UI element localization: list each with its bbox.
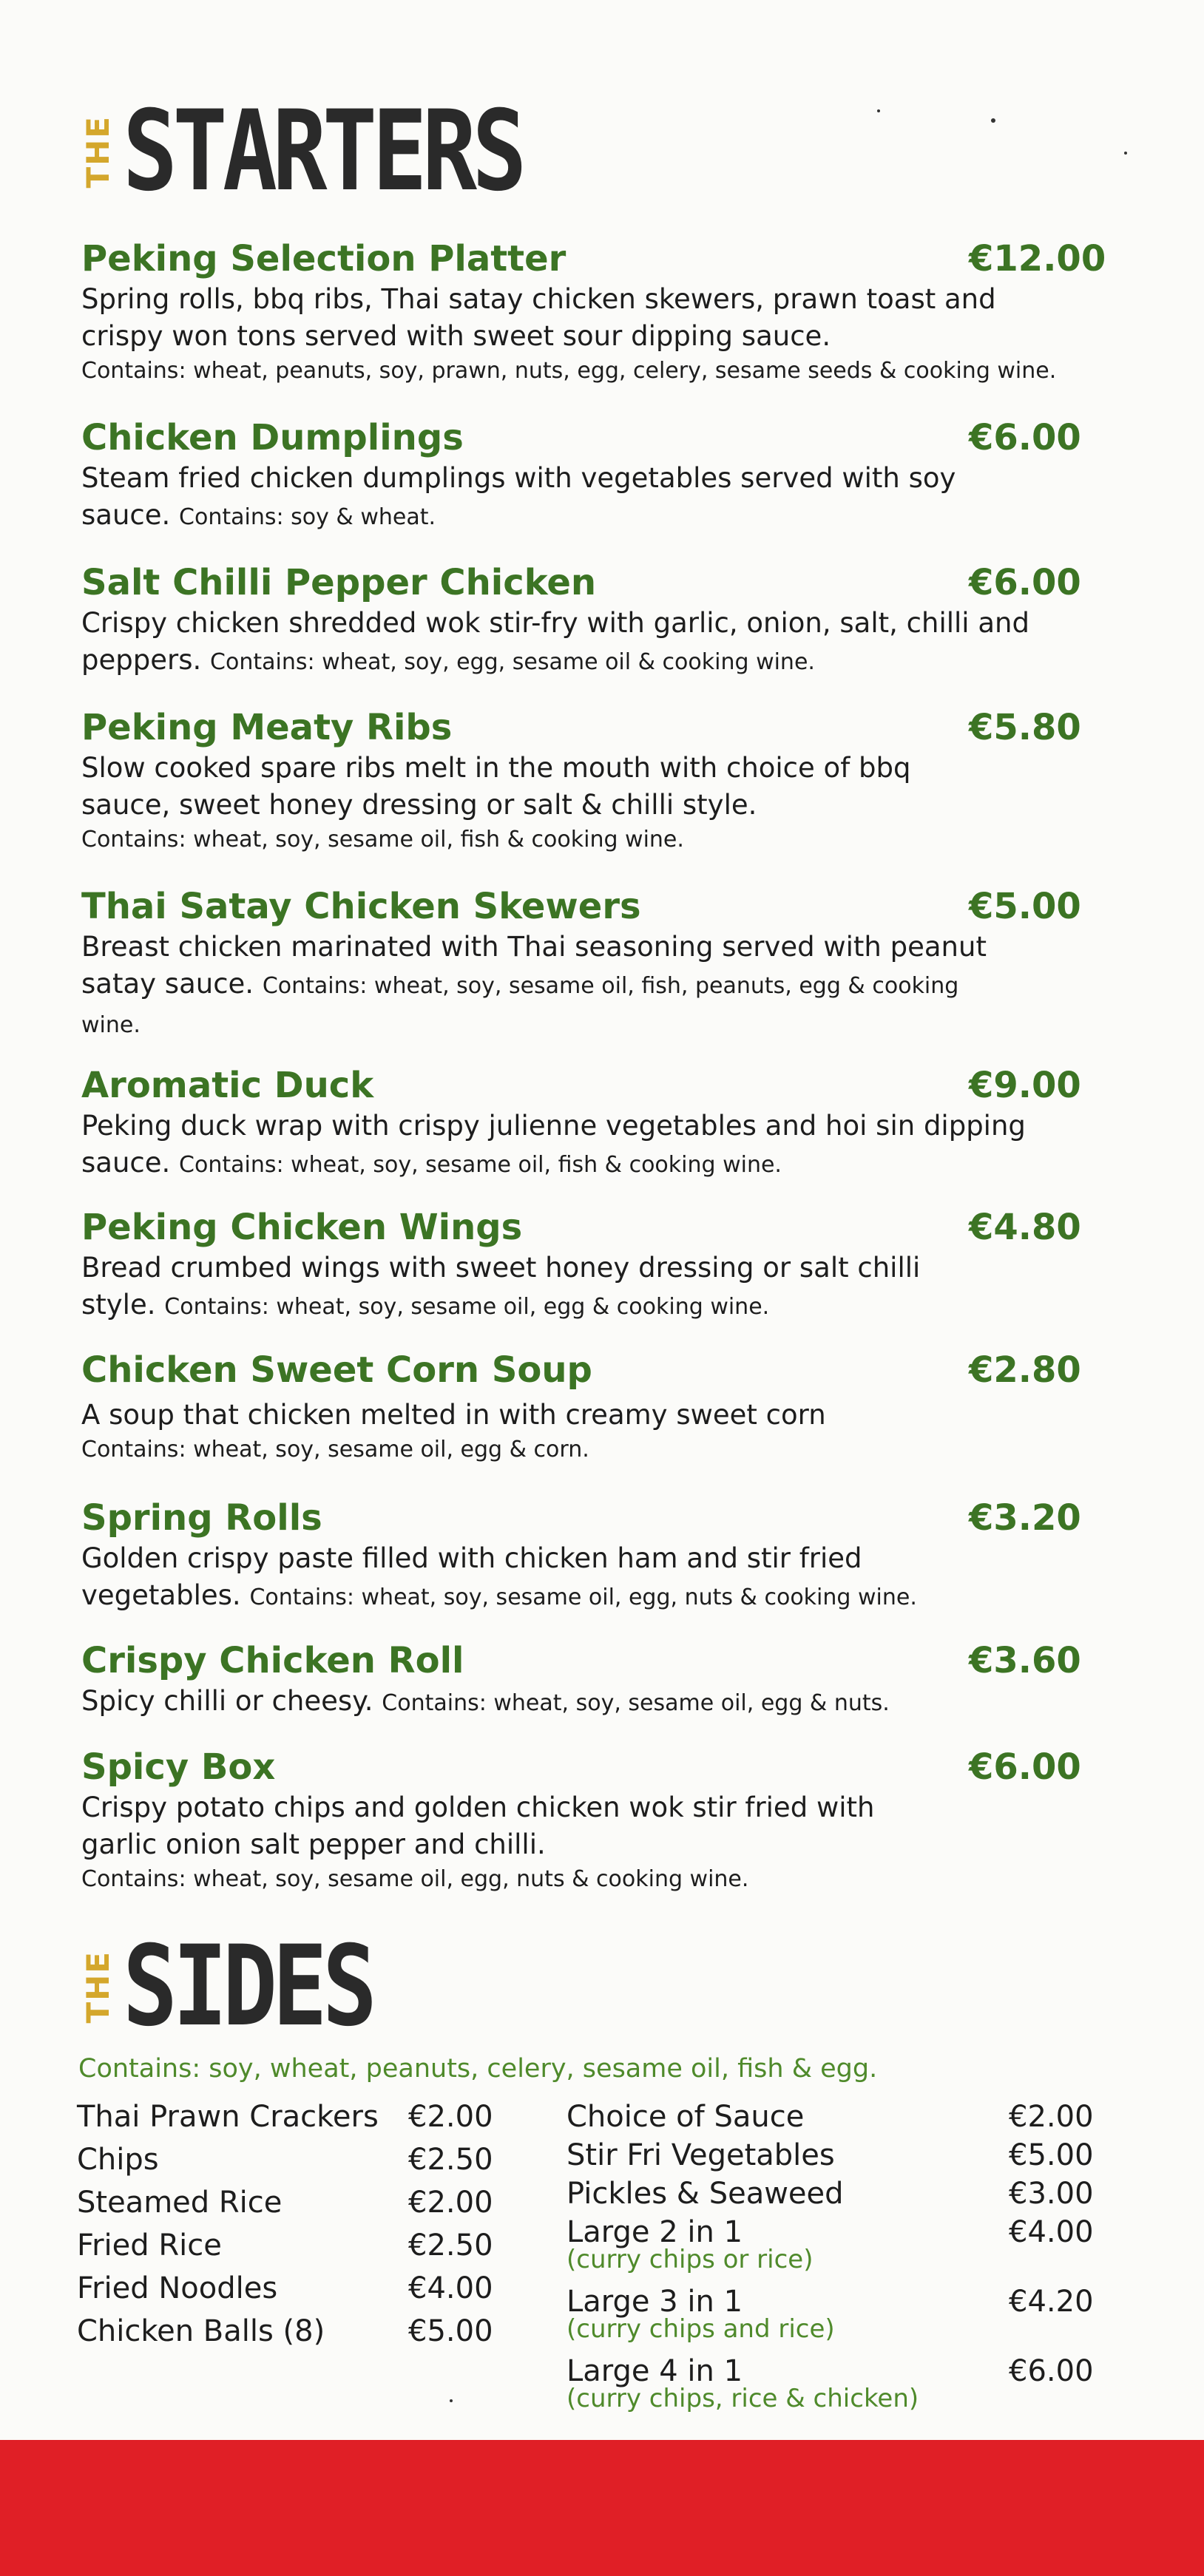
item-price: €3.60 — [969, 1640, 1081, 1681]
starters-the-label: THE — [80, 115, 116, 189]
side-item — [77, 2181, 506, 2224]
side-item-price: €2.50 — [408, 2228, 493, 2263]
item-allergens: Contains: wheat, soy, sesame oil, fish, peanuts, egg & cooking wine. — [81, 973, 959, 1038]
side-item-price: €2.00 — [1009, 2100, 1094, 2134]
side-item-name: Stir Fri Vegetables — [567, 2138, 835, 2172]
item-name: Spicy Box — [81, 1746, 276, 1788]
side-item-name: Large 4 in 1 — [567, 2354, 743, 2388]
starter-item — [81, 884, 1132, 1044]
item-name: Thai Satay Chicken Skewers — [81, 886, 641, 927]
side-item — [77, 2310, 506, 2353]
item-price: €5.00 — [969, 886, 1081, 927]
item-price: €12.00 — [969, 238, 1106, 279]
side-item-price: €4.20 — [1009, 2285, 1094, 2319]
side-item-name: Fried Rice — [77, 2228, 222, 2263]
side-item — [77, 2138, 506, 2181]
item-description: Crispy potato chips and golden chicken wok stir fried with garlic onion salt pepper and chilli. — [81, 1792, 875, 1860]
side-item-name: Large 2 in 1 — [567, 2215, 743, 2249]
item-name: Spring Rolls — [81, 1497, 322, 1539]
item-allergens: Contains: wheat, peanuts, soy, prawn, nuts, egg, celery, sesame seeds & cooking wine. — [81, 358, 1057, 384]
item-allergens: Contains: wheat, soy, sesame oil, egg & cooking wine. — [164, 1294, 770, 1320]
speck-mark — [1124, 152, 1127, 155]
side-item-name: Pickles & Seaweed — [567, 2177, 844, 2211]
item-allergens: Contains: wheat, soy, egg, sesame oil & cooking wine. — [210, 649, 815, 675]
starter-item — [81, 1205, 1132, 1326]
side-item-price: €3.00 — [1009, 2177, 1094, 2211]
side-item-price: €4.00 — [1009, 2215, 1094, 2249]
item-description: Spring rolls, bbq ribs, Thai satay chicken skewers, prawn toast and crispy won tons served with sweet sour dipping sauce. — [81, 283, 996, 352]
item-name: Peking Chicken Wings — [81, 1207, 523, 1248]
side-item-price: €6.00 — [1009, 2354, 1094, 2388]
side-item-name: Choice of Sauce — [567, 2100, 805, 2134]
item-allergens: Contains: wheat, soy, sesame oil, egg & nuts. — [382, 1690, 890, 1716]
item-name: Crispy Chicken Roll — [81, 1640, 464, 1681]
item-price: €6.00 — [969, 1746, 1081, 1788]
side-item — [567, 2350, 1129, 2419]
footer-red-band — [0, 2440, 1204, 2576]
side-item-note: (curry chips, rice & chicken) — [567, 2384, 919, 2413]
side-item-name: Fried Noodles — [77, 2271, 278, 2305]
side-item-name: Chips — [77, 2143, 159, 2177]
sides-heading — [80, 1922, 427, 2051]
item-price: €2.80 — [969, 1349, 1081, 1391]
item-price: €6.00 — [969, 562, 1081, 603]
speck-mark — [877, 109, 880, 112]
item-name: Peking Selection Platter — [81, 238, 567, 279]
side-item-price: €5.00 — [408, 2314, 493, 2348]
starters-heading — [80, 87, 609, 216]
item-description: A soup that chicken melted in with creamy sweet corn — [81, 1399, 826, 1431]
item-description — [81, 460, 1006, 536]
side-item — [567, 2172, 1129, 2211]
speck-mark — [450, 2399, 453, 2402]
starter-item — [81, 1063, 1132, 1184]
starter-item — [81, 1745, 1132, 1896]
item-name: Chicken Sweet Corn Soup — [81, 1349, 592, 1391]
item-description — [81, 1250, 969, 1326]
item-description-text: Crispy chicken shredded wok stir-fry with garlic, onion, salt, chilli and peppers. — [81, 607, 1029, 676]
item-description-text: Golden crispy paste filled with chicken ham and stir fried vegetables. — [81, 1542, 862, 1611]
side-item — [567, 2280, 1129, 2350]
side-item — [77, 2224, 506, 2267]
starter-item — [81, 416, 1132, 536]
item-price: €6.00 — [969, 417, 1081, 458]
item-description — [81, 929, 998, 1044]
side-item-price: €2.00 — [408, 2186, 493, 2220]
item-description — [81, 605, 1072, 681]
side-item-name: Chicken Balls (8) — [77, 2314, 325, 2348]
item-description-text: Steam fried chicken dumplings with vegetables served with soy sauce. — [81, 462, 956, 531]
item-name: Aromatic Duck — [81, 1065, 374, 1106]
item-description — [81, 1683, 1087, 1722]
item-name: Chicken Dumplings — [81, 417, 464, 458]
side-item-name: Steamed Rice — [77, 2186, 283, 2220]
side-item — [567, 2134, 1129, 2172]
item-name: Salt Chilli Pepper Chicken — [81, 562, 597, 603]
item-allergens: Contains: wheat, soy, sesame oil, egg & corn. — [81, 1437, 589, 1462]
starter-item — [81, 1348, 1132, 1466]
item-price: €4.80 — [969, 1207, 1081, 1248]
side-item-price: €2.00 — [408, 2100, 493, 2134]
side-item-price: €5.00 — [1009, 2138, 1094, 2172]
item-allergens: Contains: wheat, soy, sesame oil, egg, nuts & cooking wine. — [81, 1866, 749, 1892]
starters-title: STARTERS — [123, 87, 522, 216]
item-name: Peking Meaty Ribs — [81, 707, 453, 748]
side-item-note: (curry chips or rice) — [567, 2245, 814, 2274]
sides-title: SIDES — [123, 1922, 373, 2051]
item-description — [81, 1108, 1043, 1184]
item-description-text: Bread crumbed wings with sweet honey dressing or salt chilli style. — [81, 1252, 921, 1321]
item-allergens: Contains: wheat, soy, sesame oil, egg, nuts & cooking wine. — [249, 1584, 917, 1610]
starter-item — [81, 237, 1132, 387]
starter-item — [81, 1496, 1132, 1616]
speck-mark — [991, 118, 995, 123]
side-item — [567, 2095, 1129, 2134]
side-item-price: €4.00 — [408, 2271, 493, 2305]
item-description: Slow cooked spare ribs melt in the mouth with choice of bbq sauce, sweet honey dressing or salt & chilli style. — [81, 752, 911, 821]
starter-item — [81, 560, 1132, 681]
item-description-text: Spicy chilli or cheesy. — [81, 1685, 373, 1717]
side-item-name: Thai Prawn Crackers — [77, 2100, 379, 2134]
starter-item — [81, 705, 1132, 856]
item-price: €3.20 — [969, 1497, 1081, 1539]
item-allergens: Contains: wheat, soy, sesame oil, fish & cooking wine. — [81, 827, 684, 853]
item-allergens: Contains: wheat, soy, sesame oil, fish & cooking wine. — [179, 1152, 782, 1178]
item-price: €9.00 — [969, 1065, 1081, 1106]
starter-item — [81, 1638, 1132, 1722]
item-description-text: Peking duck wrap with crispy julienne vegetables and hoi sin dipping sauce. — [81, 1110, 1026, 1179]
sides-the-label: THE — [80, 1950, 116, 2024]
sides-right-column — [567, 2095, 1129, 2419]
side-item — [567, 2211, 1129, 2280]
item-allergens: Contains: soy & wheat. — [179, 504, 436, 530]
side-item-price: €2.50 — [408, 2143, 493, 2177]
item-description — [81, 1540, 1013, 1616]
side-item — [77, 2095, 506, 2138]
sides-left-column — [77, 2095, 506, 2353]
side-item — [77, 2267, 506, 2310]
sides-allergens: Contains: soy, wheat, peanuts, celery, sesame oil, fish & egg. — [78, 2054, 878, 2084]
side-item-name: Large 3 in 1 — [567, 2285, 743, 2319]
item-price: €5.80 — [969, 707, 1081, 748]
item-description-text: Breast chicken marinated with Thai seasoning served with peanut satay sauce. — [81, 931, 987, 1000]
side-item-note: (curry chips and rice) — [567, 2314, 835, 2344]
